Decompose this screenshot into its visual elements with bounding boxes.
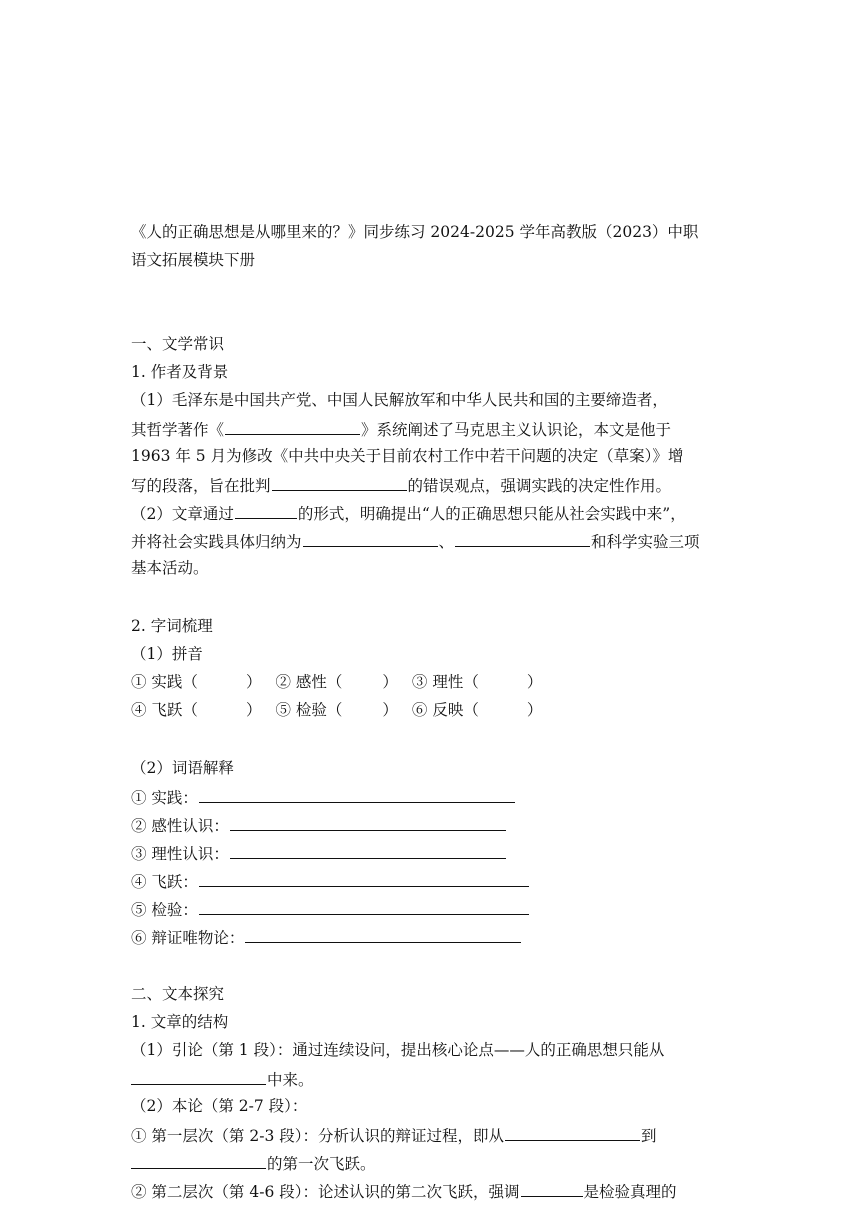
method-paragraph-line-1 (131, 502, 731, 524)
level1-line-1 (131, 1124, 731, 1146)
term-label: ⑤ 检验： (131, 901, 198, 919)
text-segment: 并将社会实践具体归纳为 (131, 533, 302, 551)
pinyin-item-label: ② 感性（ (275, 673, 343, 691)
doc-title-line-1: 《人的正确思想是从哪里来的？》同步练习 2024-2025 学年高教版（2023）中职 (131, 223, 699, 241)
text-segment: 》系统阐述了马克思主义认识论，本文是他于 (361, 421, 672, 439)
term-row-verify (131, 898, 731, 920)
pinyin-heading: （1）拼音 (131, 645, 203, 663)
text-segment: ② 第二层次（第 4-6 段）：论述认识的第二次飞跃，强调 (131, 1183, 520, 1201)
fill-blank-term-definition[interactable] (199, 786, 515, 803)
author-paragraph-line-1: （1）毛泽东是中国共产党、中国人民解放军和中华人民共和国的主要缔造者， (131, 391, 668, 409)
paren-close: ） (382, 701, 398, 719)
paren-close: ） (245, 673, 262, 691)
doc-title-line-2: 语文拓展模块下册 (131, 251, 256, 269)
text-segment: 中来。 (267, 1071, 314, 1089)
text-segment: 的错误观点，强调实践的决定性作用。 (407, 477, 672, 495)
text-segment: 到 (641, 1127, 657, 1145)
term-row-rational (131, 842, 731, 864)
method-paragraph-line-3: 基本活动。 (131, 559, 209, 577)
pinyin-item-label: ⑥ 反映（ (411, 701, 479, 719)
terms-heading: （2）词语解释 (131, 759, 234, 777)
fill-blank-criticized-view[interactable] (272, 474, 407, 491)
text-segment: 是检验真理的 (583, 1183, 677, 1201)
body-heading: （2）本论（第 2-7 段）： (131, 1097, 308, 1115)
text-segment: 、 (438, 533, 455, 551)
term-label: ⑥ 辩证唯物论： (131, 929, 245, 947)
question-heading-structure: 1. 文章的结构 (131, 1013, 229, 1031)
fill-blank-term-definition[interactable] (230, 842, 506, 859)
section-heading-literature: 一、文学常识 (131, 335, 225, 353)
paren-close: ） (526, 673, 543, 691)
author-paragraph-line-4 (131, 474, 731, 496)
level1-line-2 (131, 1152, 731, 1174)
question-heading-vocabulary: 2. 字词梳理 (131, 617, 213, 635)
term-row-materialism (131, 926, 731, 948)
fill-blank-practice-1[interactable] (303, 530, 438, 547)
pinyin-item-label: ① 实践（ (131, 673, 198, 691)
term-label: ① 实践： (131, 789, 198, 807)
pinyin-item-label: ③ 理性（ (411, 673, 479, 691)
level2-line-1 (131, 1180, 731, 1202)
paren-close: ） (382, 673, 398, 691)
question-heading-author: 1. 作者及背景 (131, 363, 229, 381)
text-segment: 写的段落，旨在批判 (131, 477, 271, 495)
fill-blank-practice-2[interactable] (455, 530, 590, 547)
term-row-leap (131, 870, 731, 892)
text-segment: 和科学实验三项 (591, 533, 700, 551)
pinyin-row-1 (131, 672, 731, 692)
author-paragraph-line-3: 1963 年 5 月为修改《中共中央关于目前农村工作中若干问题的决定（草案）》增 (131, 447, 684, 465)
term-label: ④ 飞跃： (131, 873, 198, 891)
fill-blank-term-definition[interactable] (230, 814, 506, 831)
term-row-perceptual (131, 814, 731, 836)
method-paragraph-line-2 (131, 530, 731, 552)
fill-blank-to[interactable] (131, 1152, 266, 1169)
fill-blank-source[interactable] (131, 1068, 266, 1085)
fill-blank-from[interactable] (505, 1124, 640, 1141)
intro-line-2 (131, 1068, 731, 1090)
text-segment: 的第一次飞跃。 (267, 1155, 376, 1173)
term-row-practice (131, 786, 731, 808)
pinyin-item-label: ④ 飞跃（ (131, 701, 198, 719)
author-paragraph-line-2 (131, 418, 731, 440)
fill-blank-term-definition[interactable] (199, 898, 529, 915)
fill-blank-philosophy-work[interactable] (225, 418, 360, 435)
paren-close: ） (245, 701, 262, 719)
text-segment: 的形式，明确提出“人的正确思想只能从社会实践中来”， (297, 505, 686, 523)
fill-blank-term-definition[interactable] (199, 870, 529, 887)
term-label: ② 感性认识： (131, 817, 229, 835)
pinyin-row-2 (131, 700, 731, 720)
term-label: ③ 理性认识： (131, 845, 229, 863)
intro-line-1: （1）引论（第 1 段）：通过连续设问，提出核心论点——人的正确思想只能从 (131, 1041, 665, 1059)
fill-blank-term-definition[interactable] (245, 926, 521, 943)
paren-close: ） (526, 701, 543, 719)
fill-blank-criterion[interactable] (521, 1180, 583, 1197)
text-segment: ① 第一层次（第 2-3 段）：分析认识的辩证过程，即从 (131, 1127, 504, 1145)
text-segment: （2）文章通过 (131, 505, 234, 523)
fill-blank-form[interactable] (235, 502, 297, 519)
text-segment: 其哲学著作《 (131, 421, 225, 439)
pinyin-item-label: ⑤ 检验（ (275, 701, 343, 719)
section-heading-text-study: 二、文本探究 (131, 985, 225, 1003)
